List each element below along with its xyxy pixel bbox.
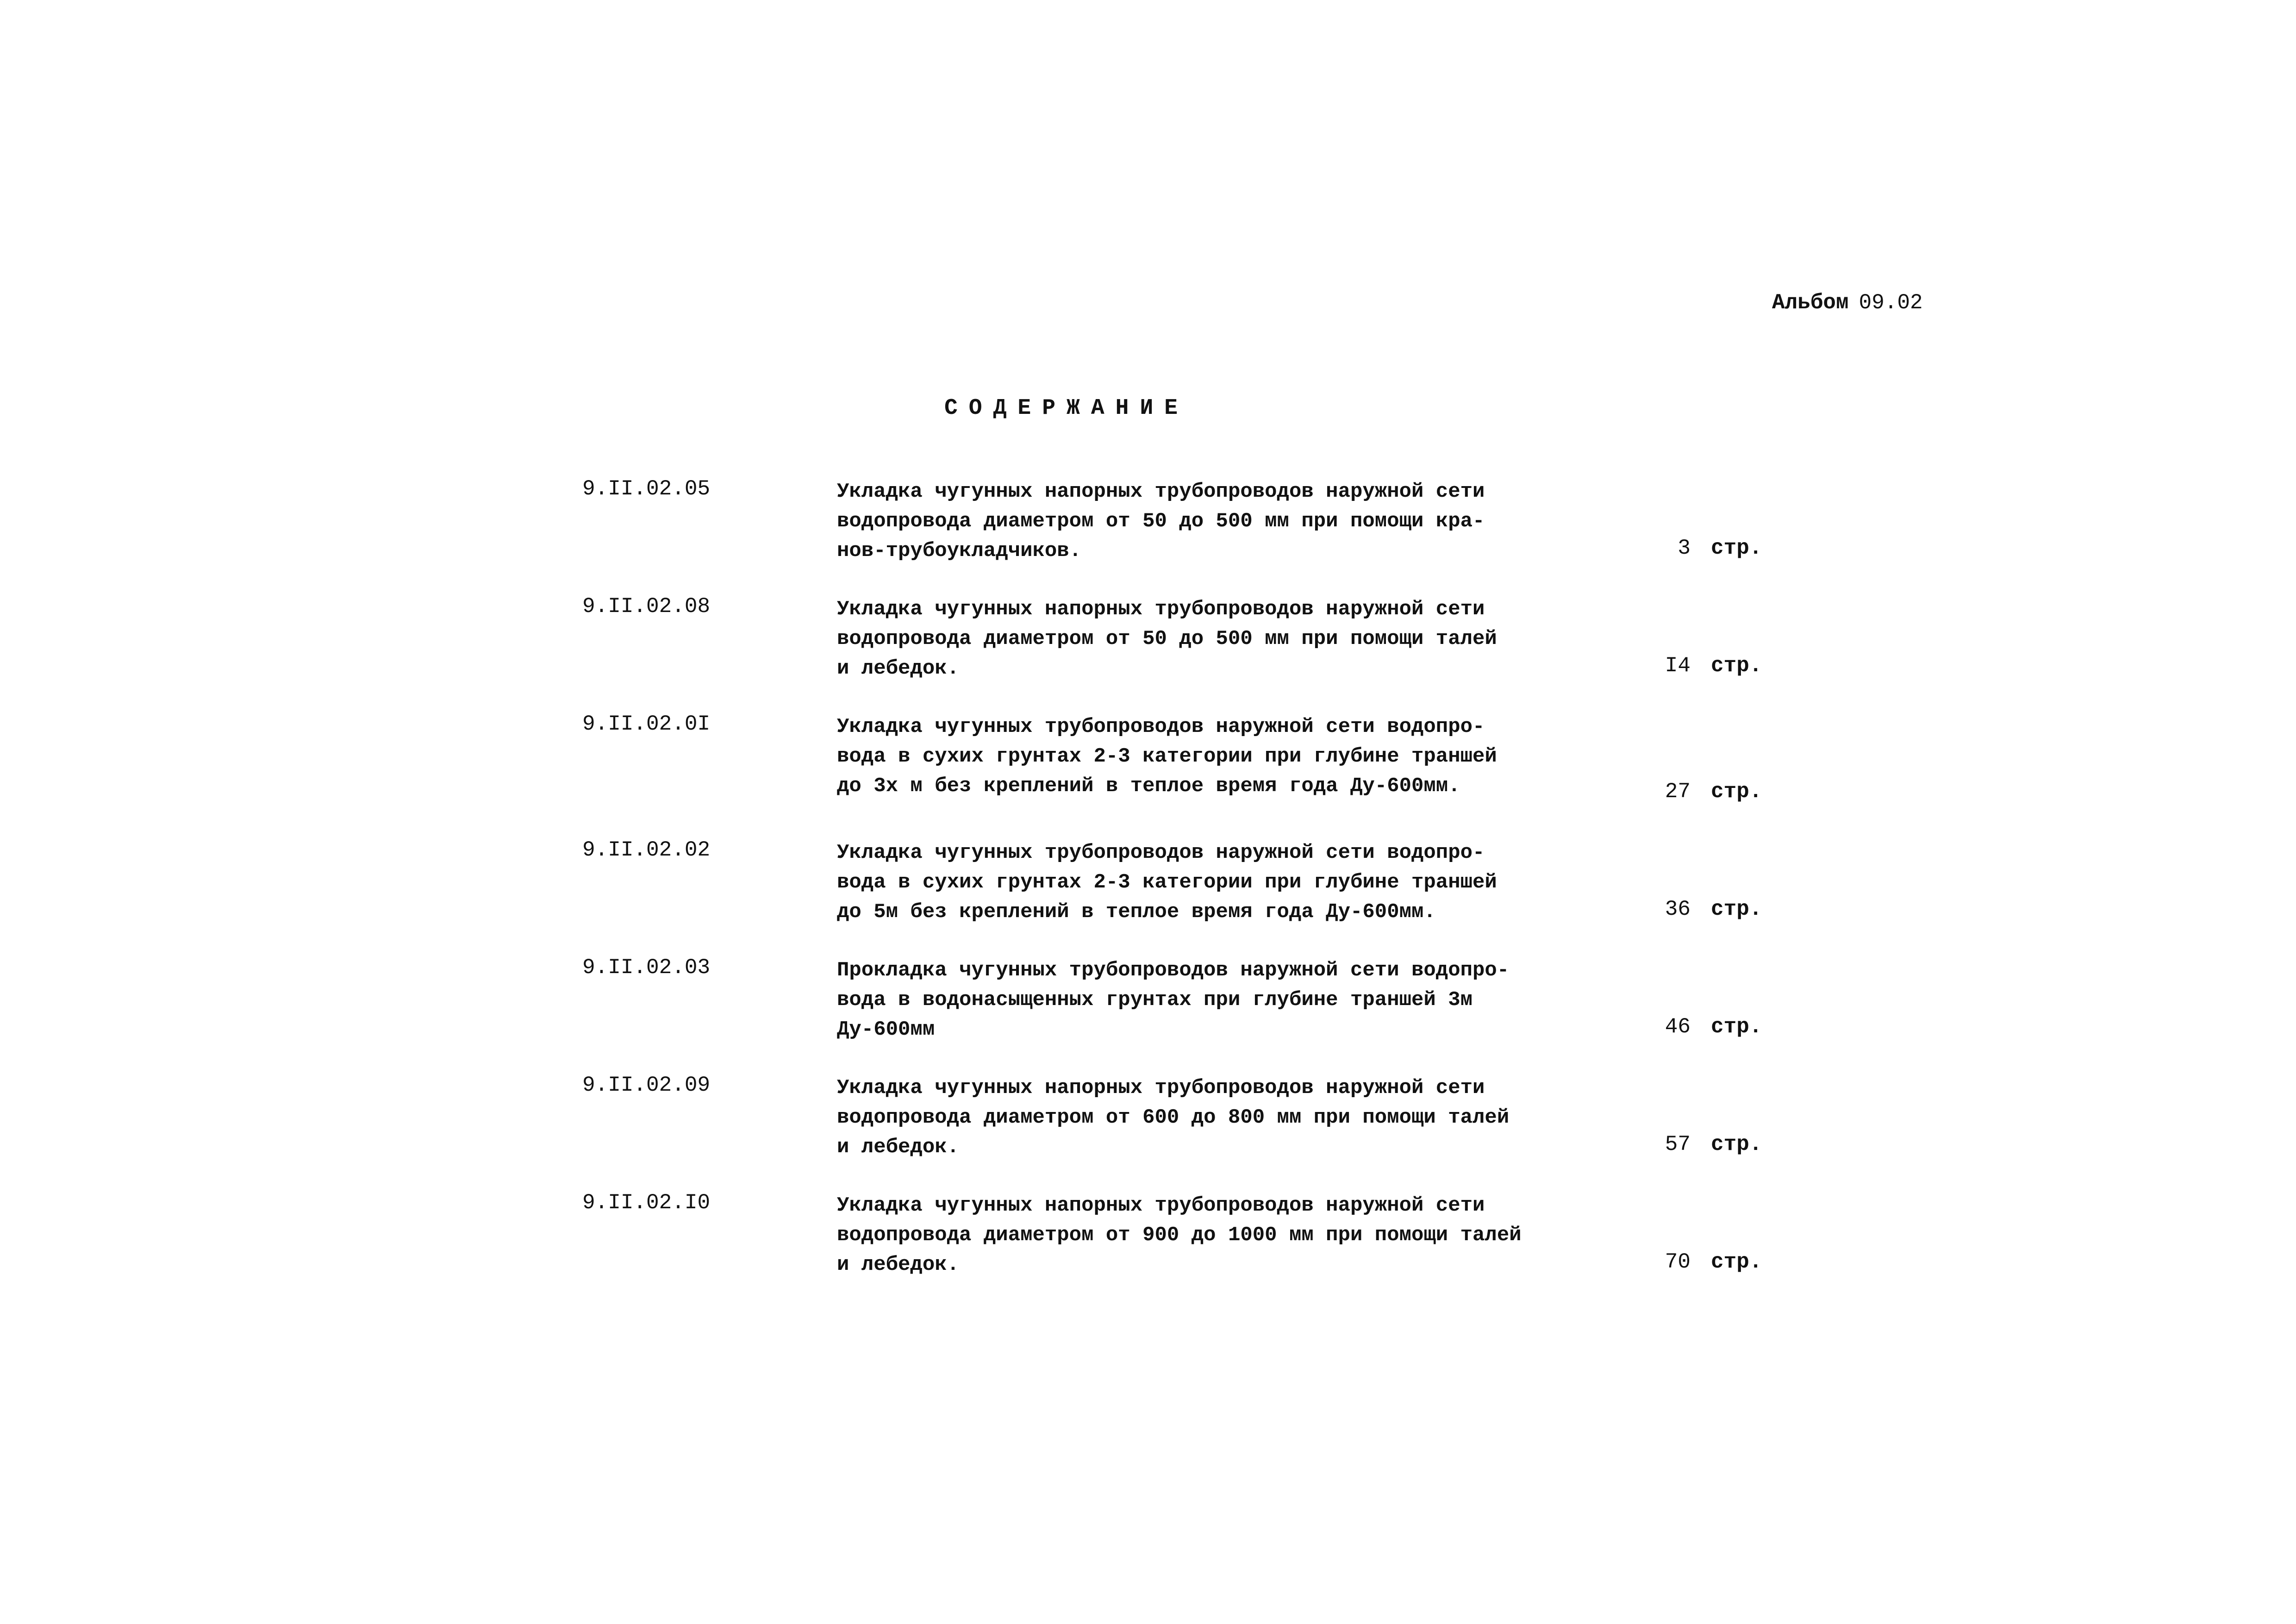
page-number: 46 — [1665, 1015, 1691, 1039]
description-line: и лебедок. — [837, 657, 960, 680]
description-line: и лебедок. — [837, 1253, 960, 1276]
entry-description — [837, 477, 1578, 566]
entry-code: 9.II.02.I0 — [582, 1191, 711, 1215]
entry-code: 9.II.02.05 — [582, 477, 711, 501]
toc-entry — [0, 1191, 2296, 1283]
page-word: стр. — [1711, 1132, 1762, 1156]
page-number: 70 — [1665, 1250, 1691, 1274]
entry-code: 9.II.02.02 — [582, 838, 711, 862]
page-number: 36 — [1665, 897, 1691, 921]
toc-entry — [0, 712, 2296, 805]
entry-page-ref — [1658, 1250, 1762, 1274]
description-line: Укладка чугунных напорных трубопроводов наружной сети — [837, 1076, 1485, 1099]
album-word: Альбом — [1772, 291, 1849, 315]
album-number: 09.02 — [1859, 291, 1923, 315]
description-line: до 5м без креплений в теплое время года Ду-600мм. — [837, 900, 1436, 924]
description-line: Укладка чугунных напорных трубопроводов наружной сети — [837, 480, 1485, 503]
description-line: Укладка чугунных напорных трубопроводов наружной сети — [837, 1194, 1485, 1217]
toc-entry — [0, 956, 2296, 1048]
entry-description — [837, 712, 1578, 801]
description-line: вода в сухих грунтах 2-3 категории при глубине траншей — [837, 871, 1497, 894]
entry-description — [837, 1191, 1578, 1280]
entry-code: 9.II.02.0I — [582, 712, 711, 736]
page-number: 27 — [1665, 780, 1691, 804]
entry-page-ref — [1658, 654, 1762, 678]
description-line: водопровода диаметром от 50 до 500 мм при помощи талей — [837, 627, 1497, 650]
page-word: стр. — [1711, 1250, 1762, 1274]
toc-entry — [0, 594, 2296, 687]
description-line: Прокладка чугунных трубопроводов наружной сети водопро- — [837, 959, 1510, 982]
album-label — [1772, 291, 1923, 315]
description-line: и лебедок. — [837, 1136, 960, 1159]
description-line: Укладка чугунных трубопроводов наружной сети водопро- — [837, 715, 1485, 738]
page-number: 57 — [1665, 1132, 1691, 1156]
entry-page-ref — [1658, 1015, 1762, 1039]
entry-code: 9.II.02.09 — [582, 1073, 711, 1097]
description-line: водопровода диаметром от 900 до 1000 мм при помощи талей — [837, 1224, 1522, 1247]
entry-description — [837, 956, 1578, 1044]
page-word: стр. — [1711, 1015, 1762, 1039]
description-line: Укладка чугунных трубопроводов наружной сети водопро- — [837, 841, 1485, 864]
entry-description — [837, 594, 1578, 683]
entry-page-ref — [1658, 897, 1762, 921]
description-line: вода в сухих грунтах 2-3 категории при глубине траншей — [837, 745, 1497, 768]
toc-entry — [0, 838, 2296, 931]
entry-description — [837, 838, 1578, 927]
entry-page-ref — [1658, 536, 1762, 560]
description-line: вода в водонасыщенных грунтах при глубине траншей 3м — [837, 988, 1473, 1012]
description-line: водопровода диаметром от 600 до 800 мм при помощи талей — [837, 1106, 1510, 1129]
toc-entry — [0, 477, 2296, 569]
page-word: стр. — [1711, 536, 1762, 560]
page-word: стр. — [1711, 897, 1762, 921]
description-line: Ду-600мм — [837, 1018, 935, 1041]
entry-page-ref — [1658, 780, 1762, 804]
description-line: водопровода диаметром от 50 до 500 мм при помощи кра- — [837, 510, 1485, 533]
page-number: I4 — [1665, 654, 1691, 678]
page-word: стр. — [1711, 780, 1762, 804]
description-line: до 3х м без креплений в теплое время года Ду-600мм. — [837, 775, 1460, 798]
page-word: стр. — [1711, 654, 1762, 678]
entry-code: 9.II.02.08 — [582, 594, 711, 618]
entry-code: 9.II.02.03 — [582, 956, 711, 980]
page-title: СОДЕРЖАНИЕ — [944, 396, 1189, 421]
description-line: Укладка чугунных напорных трубопроводов наружной сети — [837, 598, 1485, 621]
entry-description — [837, 1073, 1578, 1162]
description-line: нов-трубоукладчиков. — [837, 539, 1082, 562]
entry-page-ref — [1658, 1132, 1762, 1156]
toc-entry — [0, 1073, 2296, 1166]
page-number: 3 — [1678, 536, 1691, 560]
